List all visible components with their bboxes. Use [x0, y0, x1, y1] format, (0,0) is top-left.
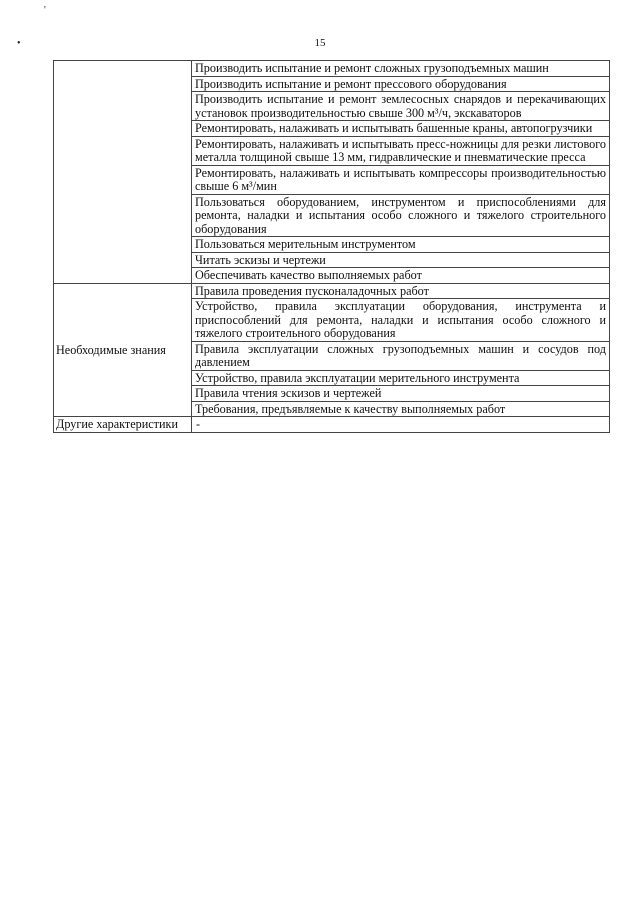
skill-item: Обеспечивать качество выполняемых работ — [192, 268, 610, 284]
skill-item: Ремонтировать, налаживать и испытывать пресс-ножницы для резки листового металла толщиной свыше 13 мм, гидравлические и пневматические пресса — [192, 136, 610, 165]
table-row — [54, 417, 610, 433]
table-row — [54, 283, 610, 299]
skill-item: Пользоваться оборудованием, инструментом и приспособлениями для ремонта, наладки и испытания особо сложного и тяжелого строительного оборудования — [192, 194, 610, 237]
knowledge-item: Правила эксплуатации сложных грузоподъемных машин и сосудов под давлением — [192, 341, 610, 370]
other-characteristics-label: Другие характеристики — [54, 417, 192, 433]
skill-item: Производить испытание и ремонт сложных грузоподъемных машин — [192, 61, 610, 77]
skill-item: Ремонтировать, налаживать и испытывать башенные краны, автопогрузчики — [192, 121, 610, 137]
skill-item: Читать эскизы и чертежи — [192, 252, 610, 268]
knowledge-item: Требования, предъявляемые к качеству выполняемых работ — [192, 401, 610, 417]
knowledge-item: Правила чтения эскизов и чертежей — [192, 386, 610, 402]
knowledge-item: Правила проведения пусконаладочных работ — [192, 283, 610, 299]
page-number: 15 — [314, 37, 326, 49]
skill-item: Ремонтировать, налаживать и испытывать компрессоры производительностью свыше 6 м³/мин — [192, 165, 610, 194]
skill-item: Производить испытание и ремонт прессового оборудования — [192, 76, 610, 92]
knowledge-item: Устройство, правила эксплуатации мерительного инструмента — [192, 370, 610, 386]
table-row — [54, 61, 610, 77]
skills-label-cell — [54, 61, 192, 284]
other-characteristics-value: - — [192, 417, 610, 433]
skill-item: Производить испытание и ремонт землесосных снарядов и перекачивающих установок производительностью свыше 300 м³/ч, экскаваторов — [192, 92, 610, 121]
competency-table — [53, 60, 610, 433]
knowledge-item: Устройство, правила эксплуатации оборудования, инструмента и приспособлений для ремонта, наладки и испытания особо сложного и тяжелого строительного оборудования — [192, 299, 610, 342]
knowledge-label: Необходимые знания — [54, 283, 192, 417]
skill-item: Пользоваться мерительным инструментом — [192, 237, 610, 253]
scan-mark-top: ' — [44, 5, 46, 16]
scan-mark-left: • — [17, 38, 21, 49]
